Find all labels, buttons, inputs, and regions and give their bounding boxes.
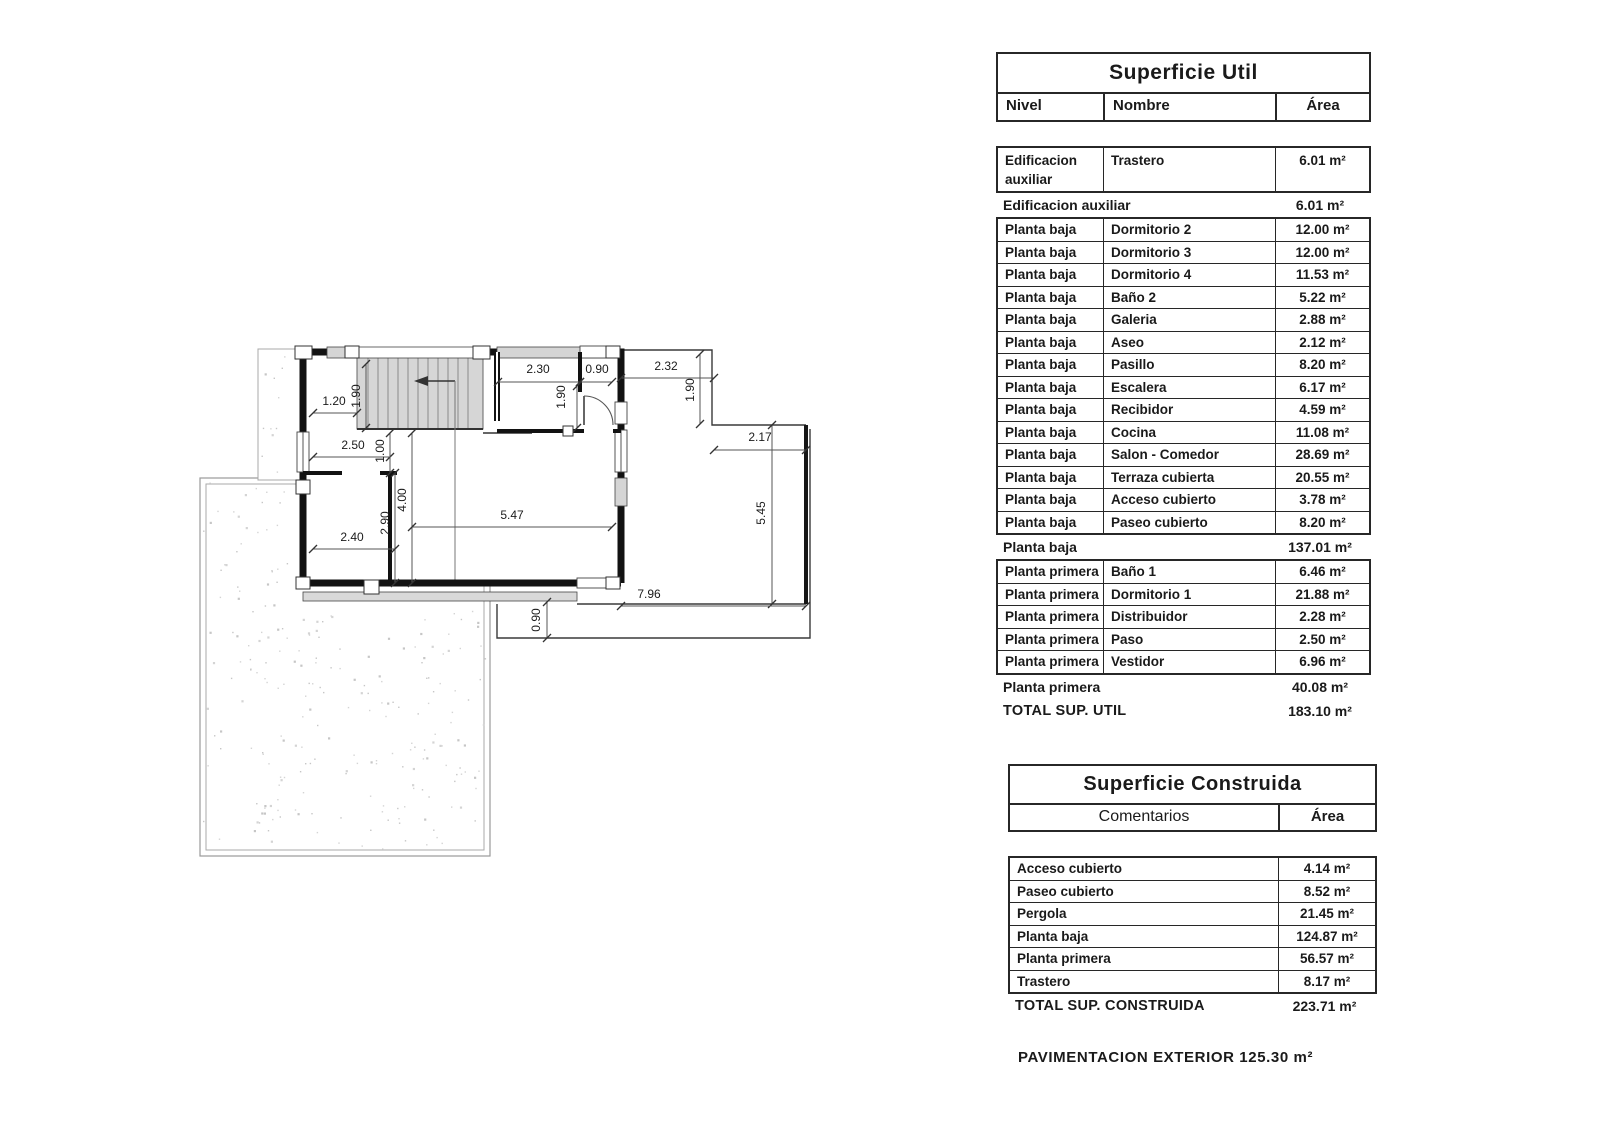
cell-nivel: Planta baja <box>1005 312 1077 327</box>
cell-nivel: Planta primera <box>1005 631 1099 647</box>
pavimentacion-footnote: PAVIMENTACION EXTERIOR 125.30 m² <box>1018 1049 1314 1066</box>
cell-nivel: Planta baja <box>1005 289 1077 305</box>
cell-nombre: Vestidor <box>1103 651 1275 673</box>
dimension-label: 2.17 <box>748 430 772 444</box>
table-row <box>1010 925 1375 948</box>
table-row <box>998 583 1369 606</box>
table-row <box>998 241 1369 264</box>
superficie-util-body <box>996 146 1371 723</box>
table-block <box>996 559 1371 675</box>
cell-nombre: Paseo cubierto <box>1103 512 1275 534</box>
table-row <box>998 421 1369 444</box>
cell-area: 2.28 m² <box>1275 606 1369 628</box>
col-header-area: Área <box>1275 94 1369 120</box>
cell-area: 56.57 m² <box>1278 948 1375 970</box>
dimension-label: 1.90 <box>554 385 568 409</box>
dimension <box>617 359 718 382</box>
dimension-label: 0.90 <box>585 362 609 376</box>
cell-nivel: Planta primera <box>1005 564 1099 579</box>
table-row <box>998 376 1369 399</box>
cell-area: 8.17 m² <box>1278 971 1375 993</box>
table-title: Superficie Util <box>998 54 1369 94</box>
cell-area: 8.20 m² <box>1275 512 1369 534</box>
cell-nombre: Escalera <box>1103 377 1275 399</box>
cell-nivel: Planta baja <box>1005 357 1077 372</box>
cell-nivel: Planta baja <box>1005 334 1077 350</box>
superficie-util-header <box>996 52 1371 122</box>
cell-nombre: Acceso cubierto <box>1103 489 1275 511</box>
cell-nivel: Planta primera <box>1005 609 1099 624</box>
cell-area: 6.96 m² <box>1275 651 1369 673</box>
table-row <box>998 488 1369 511</box>
cell-area: 8.20 m² <box>1275 354 1369 376</box>
table-row <box>1010 947 1375 970</box>
table-row <box>998 219 1369 241</box>
dimension <box>710 430 810 454</box>
dimension-label: 7.96 <box>637 587 661 601</box>
superficie-construida-table <box>1008 764 1377 1018</box>
dimension <box>529 598 551 642</box>
cell-comentario: Planta baja <box>1017 928 1089 944</box>
cell-area: 8.52 m² <box>1278 881 1375 903</box>
total-row <box>996 699 1371 723</box>
cell-comentario: Planta primera <box>1017 951 1111 966</box>
cell-nombre: Pasillo <box>1103 354 1275 376</box>
col-header-area: Área <box>1278 805 1375 830</box>
dimension-label: 1.90 <box>349 384 363 408</box>
cell-nivel: Planta baja <box>1005 514 1077 530</box>
cell-nivel: Planta primera <box>1005 586 1099 602</box>
subtotal-row <box>996 193 1371 217</box>
table-row <box>998 148 1369 191</box>
table-row <box>1010 902 1375 925</box>
cell-comentario: Paseo cubierto <box>1017 883 1114 899</box>
cell-comentario: Pergola <box>1017 906 1067 921</box>
table-row <box>998 443 1369 466</box>
cell-area: 4.14 m² <box>1278 858 1375 880</box>
dimension-label: 2.40 <box>340 530 364 544</box>
cell-area: 12.00 m² <box>1275 219 1369 241</box>
table-row <box>998 331 1369 354</box>
subtotal-label: Planta baja <box>1003 539 1077 555</box>
table-row <box>998 398 1369 421</box>
cell-area: 6.17 m² <box>1275 377 1369 399</box>
cell-nivel: Planta baja <box>1005 469 1077 485</box>
cell-nivel: Planta baja <box>1005 244 1077 260</box>
table-row <box>998 263 1369 286</box>
col-header-nivel: Nivel <box>1006 97 1042 114</box>
cell-nombre: Paso <box>1103 629 1275 651</box>
table-block <box>1008 856 1377 994</box>
dimension-label: 5.45 <box>754 501 768 525</box>
total-row <box>1008 994 1377 1018</box>
dimension-label: 2.90 <box>378 511 392 535</box>
cell-nivel: Planta baja <box>1005 379 1077 395</box>
table-row <box>998 308 1369 331</box>
cell-area: 2.12 m² <box>1275 332 1369 354</box>
cell-area: 3.78 m² <box>1275 489 1369 511</box>
dimension-label: 5.47 <box>500 508 524 522</box>
table-row <box>998 353 1369 376</box>
dimension-label: 0.90 <box>529 608 543 632</box>
superficie-util-table <box>996 52 1371 723</box>
table-row <box>998 605 1369 628</box>
dimension-label: 1.20 <box>322 394 346 408</box>
cell-area: 6.01 m² <box>1275 148 1369 191</box>
cell-area: 11.53 m² <box>1275 264 1369 286</box>
cell-nombre: Recibidor <box>1103 399 1275 421</box>
cell-nombre: Dormitorio 1 <box>1103 584 1275 606</box>
total-label: TOTAL SUP. CONSTRUIDA <box>1015 998 1205 1014</box>
table-row <box>998 511 1369 534</box>
cell-nombre: Terraza cubierta <box>1103 467 1275 489</box>
cell-nombre: Dormitorio 4 <box>1103 264 1275 286</box>
column-headers <box>998 94 1369 120</box>
total-value: 183.10 m² <box>1288 702 1352 719</box>
dimension-label: 2.50 <box>341 438 365 452</box>
cell-comentario: Acceso cubierto <box>1017 861 1123 876</box>
subtotal-value: 6.01 m² <box>1295 197 1345 213</box>
cell-nombre: Cocina <box>1103 422 1275 444</box>
superficie-construida-header <box>1008 764 1377 832</box>
subtotal-row <box>996 535 1371 559</box>
cell-nombre: Baño 1 <box>1103 561 1275 583</box>
subtotal-label: Edificacion auxiliar <box>1003 197 1131 213</box>
cell-nivel: Edificacion auxiliar <box>1005 153 1078 187</box>
total-value: 223.71 m² <box>1292 998 1357 1014</box>
subtotal-row <box>996 675 1371 699</box>
cell-area: 21.45 m² <box>1278 903 1375 925</box>
table-row <box>998 628 1369 651</box>
cell-nombre: Baño 2 <box>1103 287 1275 309</box>
cell-nivel: Planta baja <box>1005 492 1077 507</box>
cell-area: 6.46 m² <box>1275 561 1369 583</box>
cell-nivel: Planta primera <box>1005 654 1099 669</box>
cell-nombre: Aseo <box>1103 332 1275 354</box>
cell-nombre: Dormitorio 3 <box>1103 242 1275 264</box>
table-row <box>1010 970 1375 993</box>
subtotal-label: Planta primera <box>1003 678 1101 695</box>
cell-nombre: Galeria <box>1103 309 1275 331</box>
cell-area: 20.55 m² <box>1275 467 1369 489</box>
cell-area: 2.88 m² <box>1275 309 1369 331</box>
cell-comentario: Trastero <box>1017 973 1071 989</box>
cell-area: 2.50 m² <box>1275 629 1369 651</box>
table-row <box>998 466 1369 489</box>
table-row <box>1010 858 1375 880</box>
dimension <box>683 350 704 428</box>
cell-area: 28.69 m² <box>1275 444 1369 466</box>
table-row <box>998 286 1369 309</box>
cell-area: 4.59 m² <box>1275 399 1369 421</box>
table-row <box>998 650 1369 673</box>
table-block <box>996 146 1371 193</box>
dimension-label: 1.90 <box>683 378 697 402</box>
dimension-label: 2.32 <box>654 359 678 373</box>
cell-nivel: Planta baja <box>1005 447 1077 462</box>
dimension-label: 2.30 <box>526 362 550 376</box>
cell-nombre: Salon - Comedor <box>1103 444 1275 466</box>
cell-area: 12.00 m² <box>1275 242 1369 264</box>
cell-nivel: Planta baja <box>1005 267 1077 282</box>
dimension-label: 1.00 <box>373 439 387 463</box>
subtotal-value: 137.01 m² <box>1288 539 1352 555</box>
cell-area: 21.88 m² <box>1275 584 1369 606</box>
cell-nombre: Distribuidor <box>1103 606 1275 628</box>
dimension-label: 4.00 <box>395 488 409 512</box>
dimension <box>617 587 810 610</box>
cell-area: 11.08 m² <box>1275 422 1369 444</box>
dimension <box>754 421 776 608</box>
superficie-construida-body <box>1008 856 1377 1018</box>
cell-nombre: Dormitorio 2 <box>1103 219 1275 241</box>
col-header-comentarios: Comentarios <box>1098 808 1190 825</box>
cell-nivel: Planta baja <box>1005 402 1077 417</box>
table-row <box>1010 880 1375 903</box>
cell-nombre: Trastero <box>1103 148 1275 191</box>
total-label: TOTAL SUP. UTIL <box>1003 702 1127 719</box>
cell-nivel: Planta baja <box>1005 424 1077 440</box>
col-header-nombre: Nombre <box>1103 94 1275 120</box>
table-row <box>998 561 1369 583</box>
table-title: Superficie Construida <box>1010 766 1375 805</box>
cell-area: 124.87 m² <box>1278 926 1375 948</box>
subtotal-value: 40.08 m² <box>1291 678 1349 695</box>
table-block <box>996 217 1371 535</box>
column-headers <box>1010 805 1375 830</box>
cell-area: 5.22 m² <box>1275 287 1369 309</box>
cell-nivel: Planta baja <box>1005 222 1077 237</box>
